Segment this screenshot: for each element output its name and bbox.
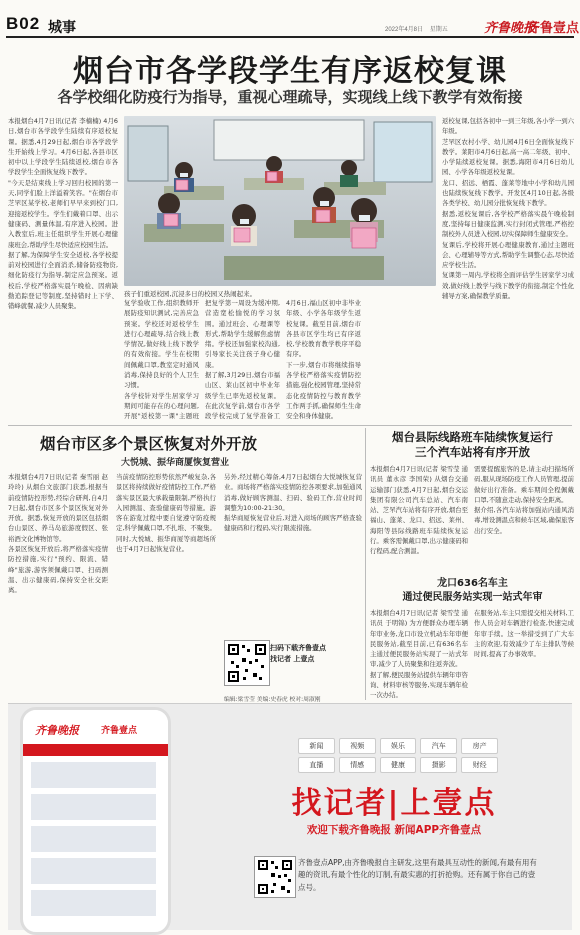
phone-brand-app: 齐鲁壹点 [101, 726, 138, 736]
phone-news-item [31, 890, 156, 916]
article3-title-line2: 三个汽车站将有序开放 [415, 445, 530, 459]
article4-title [370, 577, 575, 605]
phone-news-item [31, 762, 156, 788]
article4-title-line1: 龙口636名车主 [437, 578, 508, 589]
classroom-illustration [124, 116, 436, 286]
qr-code-icon [255, 857, 295, 897]
main-article-col3: 把复学第一周设为缓冲期,营造宽松愉悦的学习氛围。通过班会、心理课等形式,帮助学生缓解焦虑情绪。学校还加强家校沟通,引导家长关注孩子身心健康。 据了解,3月29日,烟台市福山区、莱山区初中毕业年级学生已率先返校复课。在此次复学前,烟台市各学段学校完成了复学准备工 [205, 299, 280, 420]
article2-subtitle: 大悦城、振华商厦恢复营业 [120, 458, 229, 468]
article4-title-line2: 通过便民服务站实现一站式年审 [402, 592, 543, 603]
editor-credits: 编辑:梁雪莹 美编:史春虎 校对:周淑刚 [224, 697, 321, 703]
page-header [0, 0, 580, 38]
tag-finance[interactable]: 财经 [461, 757, 498, 773]
phone-nav-bar [23, 744, 168, 756]
phone-mockup [20, 707, 171, 935]
phone-app-header [23, 710, 168, 744]
scan-label-line2: 找记者 上壹点 [270, 655, 315, 663]
category-tags [298, 738, 498, 773]
tag-video[interactable]: 视频 [339, 738, 376, 754]
main-article-col4: 4月6日,福山区初中非毕业年级、小学各年级学生返校复课。截至目前,烟台市各县市区学生均已有序返校,学校教育教学秩序平稳有序。 下一步,烟台市将继续指导各学校严格落实疫情防控措施,强化校园管理,坚持常态化疫情防控与教育教学工作两手抓,确保师生生命安全和身体健康。 [286, 299, 361, 420]
tag-auto[interactable]: 汽车 [420, 738, 457, 754]
phone-news-item [31, 826, 156, 852]
article3-col1: 本报烟台4月7日讯(记者 梁雪莹 通讯员 董永彦 李国荣) 从烟台交通运输部门获悉,4月7日起,烟台交运集团有限公司汽车总站、汽车南站、芝罘汽车站将有序开放,烟台至福山、蓬莱、龙口、招远、莱州、海阳等县际线路班车陆续恢复运行。乘客需佩戴口罩,出示健康码和行程码,配合测温。 [370, 465, 468, 556]
classroom-photo [124, 116, 436, 286]
main-article-col5: 返校复课,包括各初中一到三年级,各小学一到六年级。 芝罘区农村小学、幼儿园4月6日全面恢复线下教学。莱阳市4月6日起,高一高二年级、初中、小学陆续返校复课。据悉,海阳市4月6日幼儿园、小学各年级返校复课。 龙口、招远、栖霞、蓬莱等地中小学和幼儿园也陆续恢复线下教学。开发区4月10日起,各级各类学校、幼儿园分批恢复线下教学。 据悉,返校复课后,各学校严格落实晨午晚检制度,坚持每日健康监测,实行封闭式管理,严格控制校外人员进入校园,切实保障师生健康安全。 复课后,学校将开展心理健康教育,通过主题班会、心理辅导等方式,帮助学生调整心态,尽快适应学校生活。 复课第一周内,学校将全面评估学生居家学习成效,做好线上教学与线下教学的衔接,制定个性化辅导方案,确保教学质量。 [442, 117, 574, 301]
newspaper-logo: 齐鲁晚报 [484, 21, 537, 36]
phone-brand-newspaper: 齐鲁晚报 [35, 724, 79, 737]
tag-health[interactable]: 健康 [380, 757, 417, 773]
tag-photography[interactable]: 摄影 [420, 757, 457, 773]
weekday-text: 星期五 [429, 27, 448, 33]
page-number: B02 [6, 14, 41, 33]
tag-entertainment[interactable]: 娱乐 [380, 738, 417, 754]
article3-title [370, 430, 575, 460]
section-divider [8, 425, 572, 426]
qr-code-icon [225, 641, 269, 685]
main-headline: 烟台市各学段学生有序返校复课 [73, 54, 507, 89]
section-name: 城事 [48, 20, 76, 36]
article2-col3: 另外,经过精心筹备,4月7日起烟台大悦城恢复营业。商场将严格落实疫情防控各项要求,加强通风消毒,做好顾客测温、扫码、验码工作,营业时间调整为10:00-21:30。 振华商厦恢复营业后,对进入商场的顾客严格查验健康码和行程码,实行限流措施。 [224, 473, 362, 533]
main-article-col1: 本报烟台4月7日讯(记者 李楠楠) 4月6日,烟台市各学段学生陆续有序返校复课。据悉,4月29日起,烟台市各学段学生开始线上学习。4月6日起,各县市区初中以上学段学生陆续返校,烟台市各学段学生全面恢复线下教学。 "今天是结束线上学习回归校园的第一天,同学们脸上洋溢着笑容。"在烟台市芝罘区某学校,老师们早早来到校门口,迎接返校学生。学生们戴着口罩、出示健康码、测量体温,有序进入校园。进入教室后,班主任组织学生开展心理健康班会,帮助学生尽快适应校园生活。 据了解,为保障学生安全返校,各学校提前对校园进行全面消杀,储备防疫物资,细化防疫行为指导,制定应急预案。返校后,学校严格落实晨午晚检、因病缺勤追踪登记等制度,坚持错时上下学、错峰就餐,减少人员聚集。 [8, 117, 118, 311]
phone-news-item [31, 794, 156, 820]
photo-caption: 孩子们重返校园,沉浸多日的校园又热闹起来。 [124, 290, 257, 298]
article4-col1: 本报烟台4月7日讯(记者 梁雪莹 通讯员 于明锦) 为方便群众办理车辆年审业务,龙口市设立机动车年审便民服务站,截至目前,已有636名车主通过便民服务站实现了一站式年审,减少了人员聚集和往返奔波。 据了解,便民服务站提供车辆年审咨询、材料审核等服务,实现车辆年检一次办结。 [370, 609, 468, 700]
tag-live[interactable]: 直播 [298, 757, 335, 773]
article2-col2: 当前疫情防控形势依然严峻复杂,各景区将持续做好疫情防控工作,严格落实景区最大承载量限制,严格执行入园测温、查验健康码等措施。游客在游览过程中要自觉遵守防疫规定,科学佩戴口罩,不扎堆、不聚集。 同时,大悦城、振华商厦等商超场所也于4月7日起恢复营业。 [116, 473, 216, 554]
article3-col2: 需要提醒旅客的是,请主动扫描场所码,服从现场防疫工作人员管理,提前做好出行准备。乘车期间全程佩戴口罩,不随意走动,保持安全距离。 据介绍,各汽车站将加强站内通风消毒,增设测温点和候车区域,确保旅客出行安全。 [474, 465, 574, 535]
tag-news[interactable]: 新闻 [298, 738, 335, 754]
app-logo: 齐鲁壹点 [527, 21, 580, 36]
phone-news-item [31, 858, 156, 884]
scan-label [270, 643, 326, 665]
main-article-col2: 复学验收工作,组织教师开展防疫知识测试,完善应急预案。学校还对返校学生进行心理疏导,结合线上教学情况,做好线上线下教学的有效衔接。学生在校期间佩戴口罩,教室定时通风消毒,保持良好的个人卫生习惯。 各学校针对学生居家学习期间可能存在的心理问题,开展"返校第一课"主题班 [124, 299, 199, 420]
article3-title-line1: 烟台县际线路班车陆续恢复运行 [392, 430, 553, 444]
scan-label-line1: 扫码下载齐鲁壹点 [270, 644, 326, 652]
issue-date [385, 24, 453, 33]
tag-emotion[interactable]: 情感 [339, 757, 376, 773]
qr-code[interactable] [224, 640, 270, 686]
article2-col1: 本报烟台4月7日讯(记者 秦雪丽 赵玲玲) 从烟台文旅部门获悉,根据当前疫情防控形势,经综合研判,自4月7日起,烟台市区多个景区恢复对外开放。据悉,恢复开放的景区包括烟台山景区、养马岛旅游度假区、张裕酒文化博物馆等。 各景区恢复开放后,将严格落实疫情防控措施,实行"预约、限流、错峰"旅游,游客须佩戴口罩、扫码测温、出示健康码,保持安全社交距离。 [8, 473, 108, 595]
article4-col2: 在服务站,车主只需提交相关材料,工作人员会对车辆进行检查,快速完成年审手续。这一举措受到了广大车主的欢迎,有效减少了车主排队等候时间,提高了办事效率。 [474, 609, 574, 659]
tag-realestate[interactable]: 房产 [461, 738, 498, 754]
ad-description: 齐鲁壹点APP,由齐鲁晚报自主研发,这里有最具互动性的新闻,有最有用有趣的资讯,有最个性化的订制,有最实惠的打折抢购。还有属于你自己的壹点号。 [298, 858, 537, 892]
header-rule [6, 36, 574, 38]
ad-qr-code[interactable] [254, 856, 296, 898]
column-divider [365, 428, 366, 700]
date-text: 2022年4月8日 [385, 27, 424, 33]
main-subheadline: 各学校细化防疫行为指导，重视心理疏导，实现线上线下教学有效衔接 [57, 88, 523, 106]
ad-slogan: 找记者|上壹点 [291, 786, 497, 821]
article2-title: 烟台市区多个景区恢复对外开放 [40, 435, 258, 453]
ad-sub-slogan: 欢迎下载齐鲁晚报 新闻APP齐鲁壹点 [306, 824, 482, 836]
